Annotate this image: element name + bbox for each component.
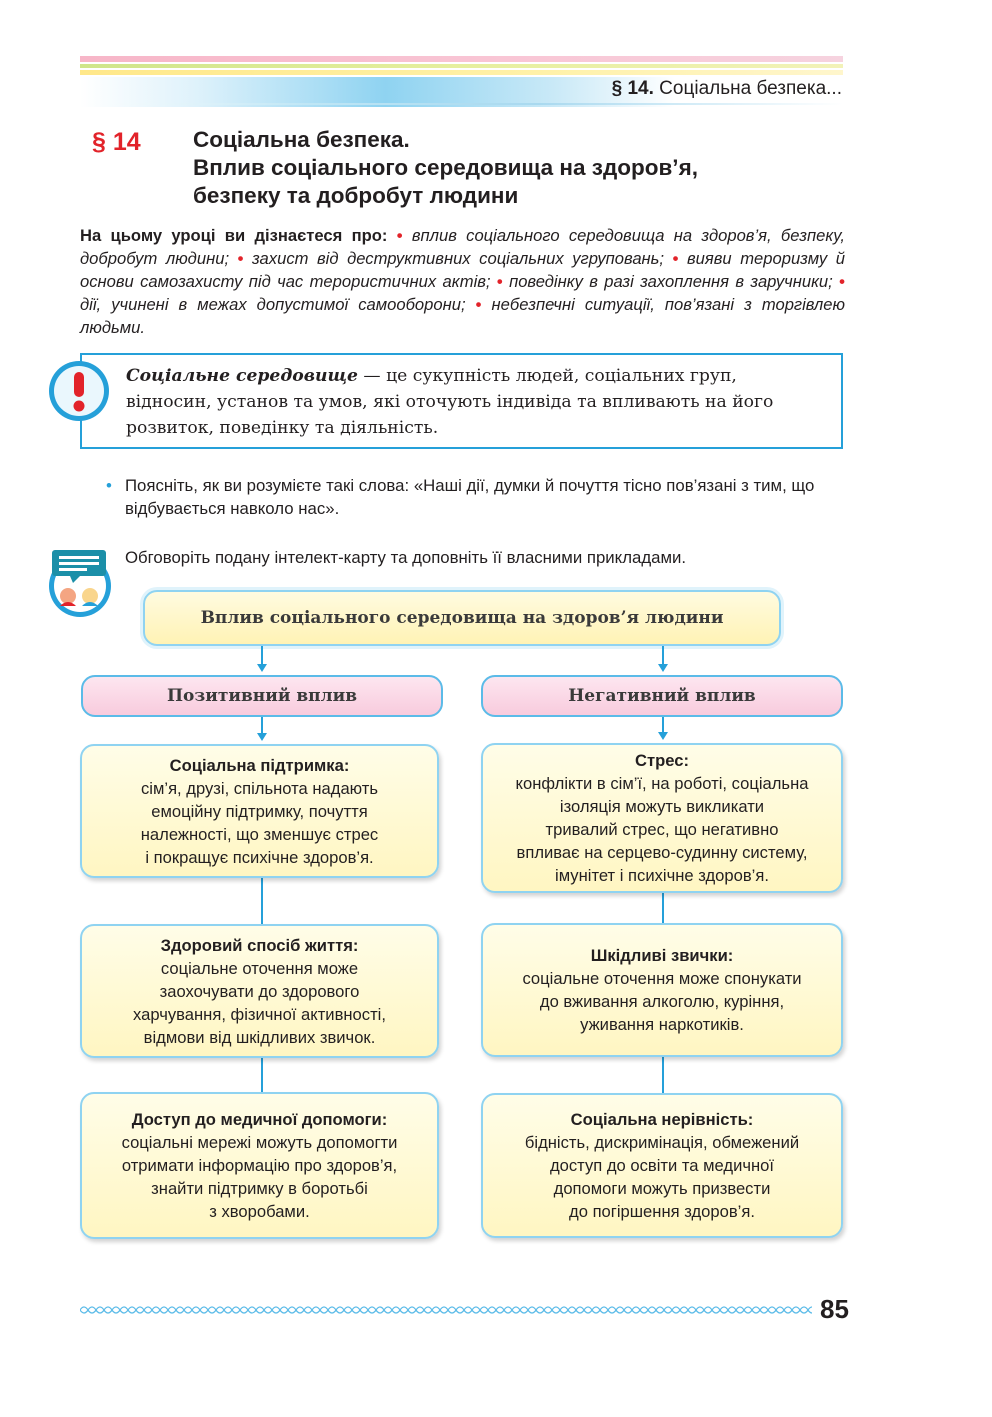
arrow-down-icon [658, 664, 668, 672]
bullet-icon: • [496, 272, 503, 291]
title-line: Соціальна безпека. [193, 127, 410, 152]
card-stress [481, 743, 843, 893]
bullet-icon: • [672, 249, 679, 268]
bullet-icon: • [396, 226, 403, 245]
card-heading: Стрес: [634, 751, 689, 770]
card-heading: Соціальна нерівність: [570, 1110, 754, 1129]
mind-map-root: Вплив соціального середовища на здоров’я людини [143, 590, 781, 646]
header-stripe-bottom [80, 103, 843, 105]
card-body: соціальне оточення може спонукати до вживання алкоголю, куріння, уживання наркотиків. [522, 969, 802, 1034]
discuss-task-text: Обговоріть подану інтелект-карту та доповніть її власними прикладами. [125, 548, 687, 567]
bullet-icon: • [839, 272, 845, 291]
arrow-down-icon [257, 733, 267, 741]
card-social-support [80, 744, 439, 878]
lesson-intro [80, 224, 845, 339]
connector-line [261, 646, 263, 666]
card-social-inequality [481, 1093, 843, 1238]
intro-item: вияви тероризму й основи самозахисту під час терористичних актів; [80, 249, 845, 291]
connector-line [662, 893, 664, 923]
explain-task-text: Поясніть, як ви розумієте такі слова: «Наші дії, думки й почуття тісно пов’язані з тим, що відбувається навколо нас». [125, 476, 815, 518]
card-medical-access [80, 1092, 439, 1239]
running-head-title: Соціальна безпека... [653, 78, 842, 99]
branch-positive: Позитивний вплив [81, 675, 443, 717]
bullet-icon: • [237, 249, 244, 268]
connector-line [662, 1057, 664, 1093]
explain-task [108, 474, 853, 520]
card-body: конфлікти в сім’ї, на роботі, соціальна ізоляція можуть викликати тривалий стрес, що негативно впливає на серцево-судинну систему, імунітет і психічне здоров’я. [515, 774, 809, 885]
connector-line [662, 646, 664, 666]
card-body: соціальне оточення може заохочувати до здорового харчування, фізичної активності, відмови від шкідливих звичок. [133, 958, 386, 1047]
card-healthy-lifestyle [80, 924, 439, 1058]
intro-item: поведінку в разі захоплення в заручники; [509, 272, 833, 291]
intro-item: дії, учинені в межах допустимої самооборони; [80, 295, 466, 314]
running-head-number: § 14. [611, 78, 654, 99]
page-number: 85 [820, 1294, 849, 1324]
bullet-icon: • [106, 476, 112, 495]
card-heading: Здоровий спосіб життя: [160, 935, 359, 955]
connector-line [261, 878, 263, 924]
intro-item: захист від деструктивних соціальних угруповань; [252, 249, 665, 268]
header-stripe-pink [80, 56, 843, 62]
definition-body: — це сукупність людей, соціальних груп, відносин, установ та умов, які оточують індивіда та впливають на його розвиток, поведінку та діяльність. [126, 366, 774, 438]
intro-item: вплив соціального середовища на здоров’я, безпеку, добробут людини; [80, 226, 845, 268]
discussion-icon [46, 548, 114, 618]
running-head [612, 78, 842, 100]
bullet-icon: • [475, 295, 482, 314]
section-number: § 14 [92, 128, 141, 156]
page-title [193, 126, 698, 210]
header-stripe-green [80, 64, 843, 68]
arrow-down-icon [658, 732, 668, 740]
footer-ornament [80, 1303, 812, 1317]
definition-text [126, 363, 826, 441]
intro-item: небезпечні ситуації, пов’язані з торгівлею людьми. [80, 295, 845, 337]
card-heading: Шкідливі звички: [590, 946, 734, 965]
exclamation-icon [47, 359, 111, 423]
card-heading: Соціальна підтримка: [169, 755, 350, 775]
card-body: соціальні мережі можуть допомогти отримати інформацію про здоров’я, знайти підтримку в боротьбі з хворобами. [121, 1133, 398, 1221]
card-bad-habits [481, 923, 843, 1057]
title-line: Вплив соціального середовища на здоров’я, [193, 155, 698, 180]
intro-lead: На цьому уроці ви дізнаєтеся про: [80, 226, 388, 245]
branch-negative: Негативний вплив [481, 675, 843, 717]
card-body: сім’я, друзі, спільнота надають емоційну підтримку, почуття належності, що зменшує стрес і покращує психічне здоров’я. [140, 778, 379, 867]
definition-term: Соціальне середовище [126, 366, 358, 386]
arrow-down-icon [257, 664, 267, 672]
header-stripe-yellow [80, 70, 843, 75]
card-body: бідність, дискримінація, обмежений доступ до освіти та медичної допомоги можуть призвести до погіршення здоров’я. [524, 1133, 800, 1221]
connector-line [261, 1058, 263, 1092]
title-line: безпеку та добробут людини [193, 183, 519, 208]
card-heading: Доступ до медичної допомоги: [131, 1110, 388, 1129]
